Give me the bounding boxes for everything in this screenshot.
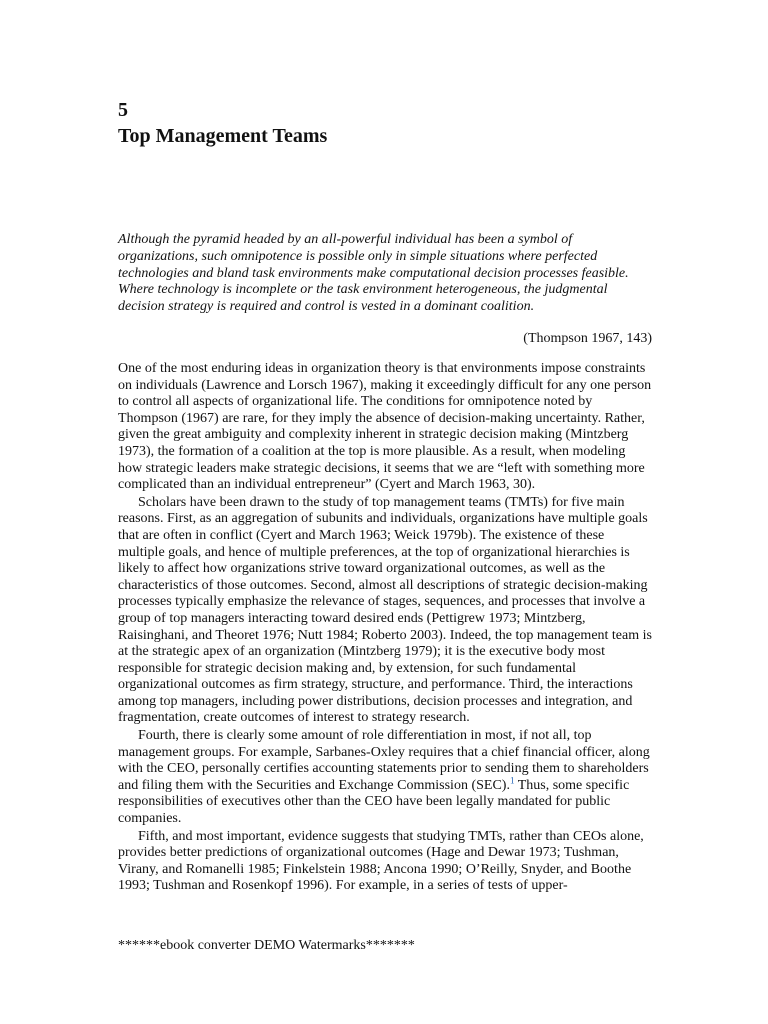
paragraph-3-text-after: Thus, some specific responsibilities of executives other than the CEO have been legally mandated for public companies. <box>118 777 630 827</box>
chapter-title: Top Management Teams <box>118 125 328 147</box>
watermark-text: ******ebook converter DEMO Watermarks******* <box>118 938 415 953</box>
paragraph-2: Scholars have been drawn to the study of top management teams (TMTs) for five main reasons. First, as an aggregation of subunits and individuals, organizations have multiple goals that are often in conflict (Cyert and March 1963; Weick 1979b). The existence of these multiple goals, and hence of multiple preferences, at the top of organizational hierarchies is likely to affect how organizations strive toward organizational outcomes, as well as the characteristics of those outcomes. Second, almost all descriptions of strategic decision-making processes typically emphasize the relevance of stages, sequences, and processes that involve a group of top managers interacting toward desired ends (Pettigrew 1973; Mintzberg, Raisinghani, and Theoret 1976; Nutt 1984; Roberto 2003). Indeed, the top management team is at the strategic apex of an organization (Mintzberg 1979); it is the executive body most responsible for strategic decision making and, by extension, for such fundamental organizational outcomes as firm strategy, structure, and performance. Third, the interactions among top managers, including power distributions, decision processes and integration, and fragmentation, create outcomes of interest to strategy research. <box>118 494 652 726</box>
paragraph-4: Fifth, and most important, evidence suggests that studying TMTs, rather than CEOs alone, provides better predictions of organizational outcomes (Hage and Dewar 1973; Tushman, Virany, and Romanelli 1985; Finkelstein 1988; Ancona 1990; O’Reilly, Snyder, and Boothe 1993; Tushman and Rosenkopf 1996). For example, in a series of tests of upper- <box>118 828 644 894</box>
paragraph-1: One of the most enduring ideas in organization theory is that environments impose constraints on individuals (Lawrence and Lorsch 1967), making it exceedingly difficult for any one person to control all aspects of organizational life. The conditions for omnipotence noted by Thompson (1967) are rare, for they imply the absence of decision-making uncertainty. Rather, given the great ambiguity and complexity inherent in strategic decision making (Mintzberg 1973), the formation of a coalition at the top is more plausible. As a result, when modeling how strategic leaders make strategic decisions, it seems that we are “left with something more complicated than an individual entrepreneur” (Cyert and March 1963, 30). <box>118 361 652 493</box>
paragraph-3 <box>118 728 652 828</box>
paragraph-3-text-before: Fourth, there is clearly some amount of role differentiation in most, if not all, top management groups. For example, Sarbanes-Oxley requires that a chief financial officer, along with the CEO, personally certifies accounting statements prior to sending them to shareholders and filing them with the Securities and Exchange Commission (SEC). <box>118 728 650 793</box>
chapter-number: 5 <box>118 99 128 121</box>
epigraph-quote: Although the pyramid headed by an all-powerful individual has been a symbol of organizations, such omnipotence is possible only in simple situations where perfected technologies and bland task environments make computational decision processes feasible. Where technology is incomplete or the task environment heterogeneous, the judgmental decision strategy is required and control is vested in a dominant coalition. <box>118 232 629 315</box>
body-text <box>118 361 652 895</box>
footnote-link-1[interactable]: 1 <box>509 775 515 786</box>
epigraph-citation: (Thompson 1967, 143) <box>523 331 652 346</box>
